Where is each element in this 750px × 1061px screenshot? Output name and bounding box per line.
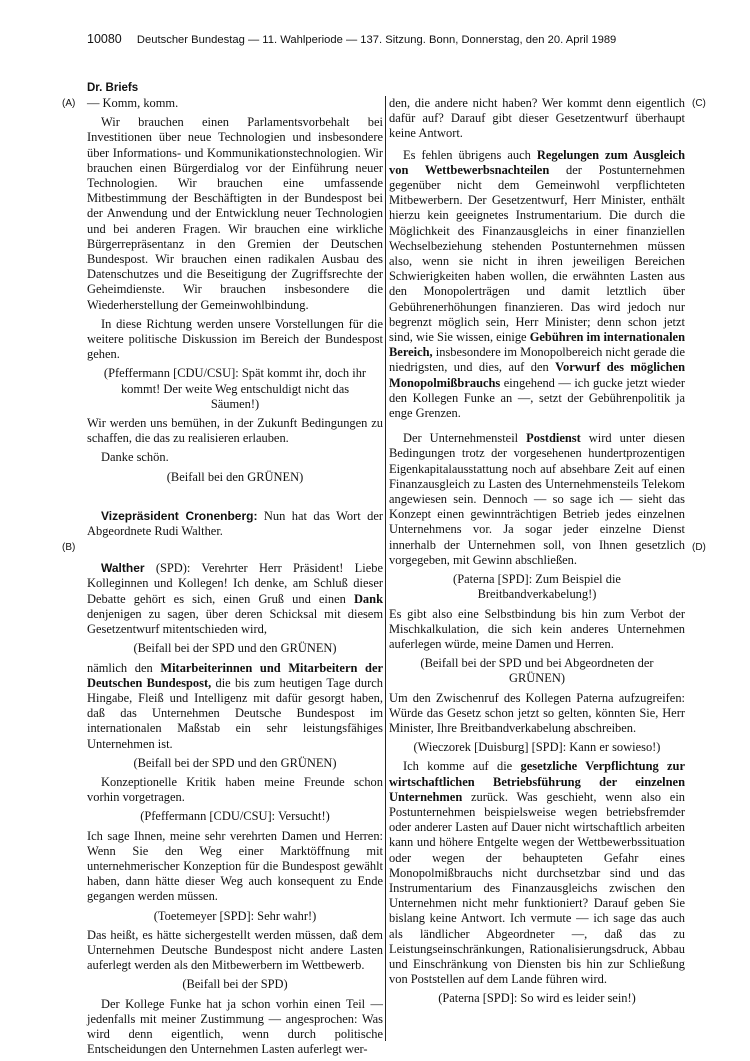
margin-marker-a: (A) bbox=[62, 98, 76, 109]
interjection: (Paterna [SPD]: So wird es leider sein!) bbox=[438, 991, 636, 1006]
margin-marker-b: (B) bbox=[62, 542, 76, 553]
paragraph: Es gibt also eine Selbstbindung bis hin zum Verbot der Mischkalkulation, die sich kein anderes Unternehmen auferlegen würde, meine Damen und Herren. bbox=[389, 606, 685, 651]
interjection: (Pfeffermann [CDU/CSU]: Versucht!) bbox=[140, 809, 330, 824]
paragraph bbox=[389, 148, 685, 422]
speech-text: (SPD): Verehrter Herr Präsident! Liebe Kolleginnen und Kollegen! Ich denke, am Schluß dieser Debatte gehört es sich, einen Gruß und einen bbox=[87, 561, 383, 606]
margin-marker-c: (C) bbox=[692, 98, 706, 109]
interjection: (Beifall bei der SPD und bei Abgeordneten der GRÜNEN) bbox=[420, 656, 654, 686]
speaker-name: Vizepräsident Cronenberg: bbox=[101, 508, 258, 523]
speaker-name: Walther bbox=[101, 561, 145, 576]
interjection: (Beifall bei den GRÜNEN) bbox=[166, 469, 304, 484]
paragraph: Das heißt, es hätte sichergestellt werden müssen, daß dem Unternehmen Deutsche Bundespost nicht andere Lasten auferlegt werden als den Mitbewerbern im Wettbewerb. bbox=[87, 927, 383, 973]
left-column bbox=[87, 96, 383, 1061]
right-column bbox=[389, 96, 685, 1011]
paragraph: Konzeptionelle Kritik haben meine Freunde schon vorhin vorgetragen. bbox=[87, 774, 383, 805]
paragraph bbox=[87, 661, 383, 752]
speech-text: die bis zum heutigen Tage durch Hingabe, Fleiß und Intelligenz mit dafür gesorgt haben, daß das Unternehmen Deutsche Bundespost im internationalen Maßstab ein sehr leistungsfähiges Unternehmen ist. bbox=[87, 675, 384, 751]
paragraph bbox=[389, 431, 685, 568]
running-head: Deutscher Bundestag — 11. Wahlperiode — 137. Sitzung. Bonn, Donnerstag, den 20. April 1989 bbox=[136, 34, 617, 46]
speech-text: denjenigen zu sagen, über deren Schicksal mit diesem Gesetzentwurf mitentschieden wird, bbox=[87, 606, 383, 637]
paragraph: Danke schön. bbox=[101, 450, 169, 465]
interjection: (Wieczorek [Duisburg] [SPD]: Kann er sowieso!) bbox=[413, 740, 661, 755]
margin-marker-d: (D) bbox=[692, 542, 706, 553]
speech-text: Es fehlen übrigens auch bbox=[403, 147, 537, 162]
interjection: (Paterna [SPD]: Zum Beispiel die Breitbandverkabelung!) bbox=[453, 572, 621, 602]
speech-text: Nun hat das Wort der Abgeordnete Rudi Walther. bbox=[87, 508, 383, 539]
emphasis: Gebühren im internationalen Bereich, bbox=[389, 330, 685, 360]
paragraph bbox=[87, 509, 383, 539]
emphasis: Regelungen zum Ausgleich von Wettbewerbsnachteilen bbox=[389, 147, 685, 177]
emphasis: Mitarbeiterinnen und Mitarbeitern der Deutschen Bundespost, bbox=[87, 660, 384, 690]
paragraph bbox=[87, 561, 383, 637]
emphasis: Postdienst bbox=[526, 431, 581, 446]
interjection: (Beifall bei der SPD) bbox=[182, 977, 288, 992]
speech-text: insbesondere im Monopolbereich nicht gerade die niedrigsten, und dies, auf den bbox=[389, 345, 685, 375]
interjection: (Beifall bei der SPD und den GRÜNEN) bbox=[133, 641, 337, 656]
speech-text: zurück. Was geschieht, wenn also ein Postunternehmen beispielsweise wegen betriebsfremder oder anderer Lasten auf Dauer nicht wirtschaftlich arbeiten kann und höhere Entgelte wegen der Wettbewerbssituation oder wegen der behaupteten Gefahr eines Monopolmißbrauchs nicht durchsetzbar sind und das Instrumentarium des Finanzausgleichs zwischen den Unternehmen nicht mehr funktioniert? Darauf geben Sie bislang keine Antwort. Ich vermute — ich sage das auch als ländlicher Abgeordneter —, daß das zu Leistungseinschränkungen, Rationalisierungsdruck, Abbau und Einschränkung von Diensten bis hin zur Schließung von Poststellen auf dem Lande führen wird. bbox=[389, 789, 685, 987]
emphasis: Vorwurf des möglichen Monopolmißbrauchs bbox=[389, 360, 685, 390]
speech-text: eingehend — ich gucke jetzt wieder den Kollegen Funke an —, setzt der Gebührenpolitik ja enge Grenzen. bbox=[389, 375, 685, 421]
paragraph: Der Kollege Funke hat ja schon vorhin einen Teil — jedenfalls mit meiner Zustimmung — angesprochen: Was wird denn eigentlich, wenn durch politische Entscheidungen den Unternehmen Lasten auferlegt wer- bbox=[87, 996, 383, 1057]
paragraph: den, die andere nicht haben? Wer kommt denn eigentlich dafür auf? Darauf gibt dieser Gesetzentwurf überhaupt keine Antwort. bbox=[389, 96, 685, 141]
column-divider bbox=[385, 96, 386, 1041]
paragraph: Wir brauchen einen Parlamentsvorbehalt bei Investitionen über neue Technologien und insbesondere über Informations- und Kommunikationstechnologien. Wir brauchen einen Bürgerdialog vor der Einführung neuer Technologien. Wir brauchen eine umfassende Mitbestimmung der Beschäftigten in der Bundespost bei der Anwendung und der Entwicklung neuer Technologien und bei anderen Fragen. Wir brauchen eine wirkliche Bürgerrepräsentanz in den Gremien der Deutschen Bundespost. Wir brauchen einen radikalen Ausbau des Datenschutzes und die Beseitigung der Zugriffsrechte der Geheimdienste. Wir brauchen insbesondere die Wiederherstellung der Gemeinwohlbindung. bbox=[87, 115, 383, 312]
emphasis: Dank bbox=[353, 591, 383, 606]
continued-speaker: Dr. Briefs bbox=[87, 82, 139, 94]
paragraph: Wir werden uns bemühen, in der Zukunft Bedingungen zu schaffen, die das zu realisieren erlauben. bbox=[87, 416, 383, 446]
speech-text: der Postunternehmen gegenüber nicht dem Gemeinwohl verpflichteten Mitbewerbern. Der Gesetzentwurf, Herr Minister, enthält hierzu kein geeignetes Instrumentarium. Die durch die Möglichkeit des Finanzausgleichs in einer finanziellen Wechselbeziehung stehenden Postunternehmen müssen also, wenn sie nicht in ihren jeweiligen Bereichen Schwierigkeiten haben wollen, die erwähnten Lasten aus den Monopolerträgen und damit letztlich über Gebührenerhöhungen finanzieren. Das wird jedoch nur begrenzt möglich sein, Herr Minister; denn schon jetzt sind, wie Sie wissen, einige bbox=[389, 162, 685, 345]
paragraph: Ich sage Ihnen, meine sehr verehrten Damen und Herren: Wenn Sie den Weg einer Marktöffnung mit unternehmerischer Konzeption für die Bundespost gewählt haben, dann hätte dieser Weg auch konsequent zu Ende gegangen werden müssen. bbox=[87, 828, 383, 904]
interjection: (Beifall bei der SPD und den GRÜNEN) bbox=[133, 755, 337, 770]
speech-text: nämlich den bbox=[87, 660, 161, 675]
emphasis: gesetzliche Verpflichtung zur wirtschaftlichen Betriebsführung der einzelnen Unternehmen bbox=[389, 759, 685, 804]
speech-text: Ich komme auf die bbox=[403, 759, 521, 774]
paragraph: — Komm, komm. bbox=[87, 96, 179, 110]
running-header bbox=[87, 32, 687, 46]
page-number: 10080 bbox=[87, 32, 122, 46]
speech-text: wird unter diesen Bedingungen trotz der vorgesehenen hundertprozentigen Eigenkapitalausstattung noch auf absehbare Zeit auf einen Finanzausgleich zu Lasten des Unternehmensteils Telekom angewiesen sein. Dennoch — so sage ich — sieht das Konzept einen gewinnträchtigen Betrieb jedes einzelnen Unternehmens vor. Ja sogar jeder einzelne Dienst innerhalb der Unternehmen soll, von Ihnen gesetzlich vorgegeben, mit Gewinn abschließen. bbox=[389, 431, 685, 567]
paragraph: In diese Richtung werden unsere Vorstellungen für die weitere politische Diskussion im Bereich der Bundespost gehen. bbox=[87, 316, 383, 362]
paragraph: Um den Zwischenruf des Kollegen Paterna aufzugreifen: Würde das Gesetz schon jetzt so gelten, könnten Sie, Herr Minister, Ihre Breitbandverkabelung abschreiben. bbox=[389, 690, 685, 735]
interjection: (Pfeffermann [CDU/CSU]: Spät kommt ihr, doch ihr kommt! Der weite Weg entschuldigt nicht das Säumen!) bbox=[103, 366, 367, 411]
speech-text: Der Unternehmensteil bbox=[403, 431, 527, 446]
interjection: (Toetemeyer [SPD]: Sehr wahr!) bbox=[153, 908, 317, 923]
paragraph bbox=[389, 759, 685, 987]
